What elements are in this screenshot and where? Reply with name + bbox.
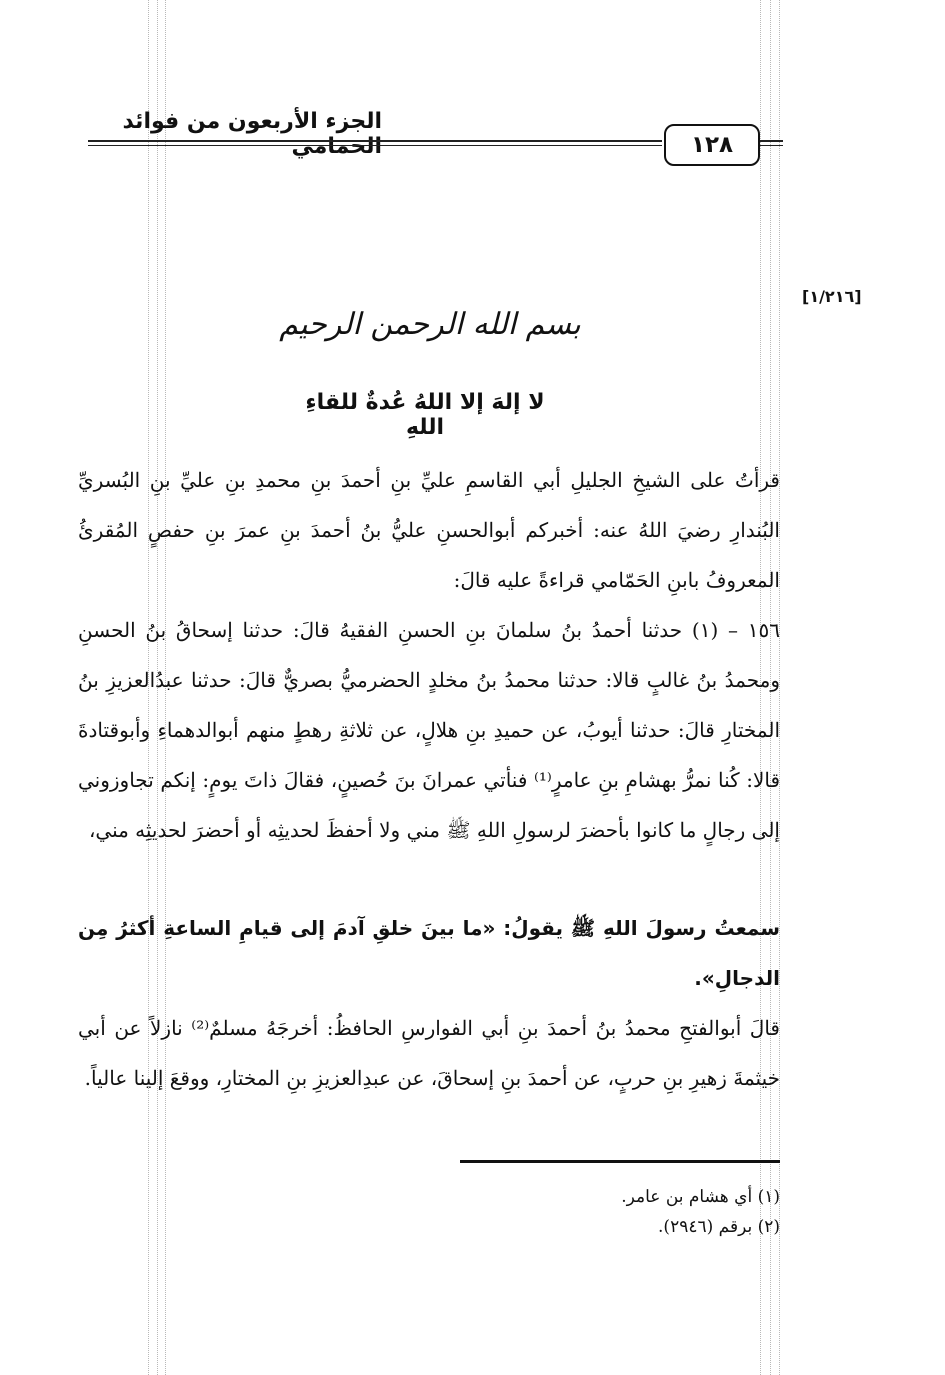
section-title: لا إلهَ إلا اللهُ عُدةٌ للقاءِ اللهِ bbox=[305, 390, 545, 440]
header-rule bbox=[760, 145, 783, 146]
takhrij-paragraph: قالَ أبوالفتحِ محمدُ بنُ أحمدَ بنِ أبي الفوارسِ الحافظُ: أخرجَهُ مسلمٌ⁽²⁾ نازلاً عن أبي خيثمةَ زهيرِ بنِ حربٍ، عن أحمدَ بنِ إسحاقَ، عن عبدِالعزيزِ بنِ المختارِ، ووقعَ إلينا عالياً. bbox=[78, 1016, 780, 1090]
manuscript-folio-reference: [١/٢١٦] bbox=[802, 287, 862, 306]
header-rule bbox=[88, 140, 662, 142]
running-header-title: الجزء الأربعون من فوائد الحمامي bbox=[122, 109, 382, 159]
page-number: ١٢٨ bbox=[664, 124, 760, 166]
isnad-intro-paragraph: قرأتُ على الشيخِ الجليلِ أبي القاسمِ عليِّ بنِ أحمدَ بنِ محمدِ بنِ عليِّ بنِ البُسريِّ البُندارِ رضيَ اللهُ عنه: أخبركم أبوالحسنِ عليُّ بنُ أحمدَ بنِ عمرَ بنِ حفصٍ المُقرئُ المعروفُ بابنِ الحَمّامي قراءةً عليه قالَ: bbox=[78, 468, 780, 592]
footnote-separator bbox=[460, 1160, 780, 1163]
header-rule bbox=[88, 145, 662, 146]
hadith-text-paragraph: سمعتُ رسولَ اللهِ ﷺ يقولُ: «ما بينَ خلقِ آدمَ إلى قيامِ الساعةِ أكثرُ مِن الدجالِ». bbox=[78, 916, 780, 990]
header-rule bbox=[760, 140, 783, 142]
footnotes bbox=[460, 1182, 780, 1242]
hadith-isnad-paragraph: ١٥٦ – (١) حدثنا أحمدُ بنُ سلمانَ بنِ الحسنِ الفقيهُ قالَ: حدثنا إسحاقُ بنُ الحسنِ ومحمدُ بنُ غالبٍ قالا: حدثنا محمدُ بنُ مخلدٍ الحضرميُّ بصريٌّ قالَ: حدثنا عبدُالعزيزِ بنُ المختارِ قالَ: حدثنا أيوبُ، عن حميدِ بنِ هلالٍ، عن ثلاثةِ رهطٍ منهم أبوالدهماءِ وأبوقتادةَ قالا: كُنا نمرُّ بهشامِ بنِ عامرٍ⁽¹⁾ فنأتي عمرانَ بنَ حُصينٍ، فقالَ ذاتَ يومٍ: إنكم تجاوزوني إلى رجالٍ ما كانوا بأحضرَ لرسولِ اللهِ ﷺ مني ولا أحفظَ لحديثِه أو أحضرَ لحديثِه مني، bbox=[78, 618, 780, 842]
svg-text:بسم الله الرحمن الرحيم: بسم الله الرحمن الرحيم bbox=[279, 307, 581, 342]
footnote-item: (١) أي هشام بن عامر. bbox=[621, 1187, 780, 1207]
footnote-item: (٢) برقم (٢٩٤٦). bbox=[658, 1217, 780, 1237]
basmala-calligraphy bbox=[279, 288, 581, 358]
